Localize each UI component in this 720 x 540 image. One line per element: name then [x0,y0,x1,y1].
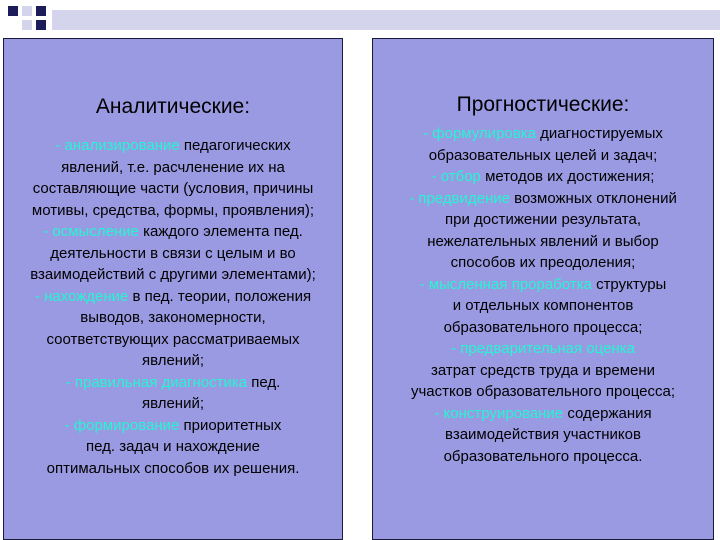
line-text: выводов, закономерности, [80,309,266,326]
line-text: соответствующих рассматриваемых [46,330,300,348]
text-line [373,252,713,274]
line-text: составляющие части (условия, причины [32,180,314,197]
line-text: явлений; [141,352,205,369]
line-text: мотивы, средства, формы, проявления); [31,201,315,219]
text-line [4,393,342,415]
line-text: в пед. теории, положения [132,287,312,305]
line-text: участков образовательного процесса; [410,383,676,400]
text-line [4,243,342,265]
text-line [373,123,713,145]
text-line [4,286,342,308]
text-line [4,135,342,157]
highlighted-term: - предварительная оценка [451,340,635,357]
line-text: оптимальных способов их решения. [46,459,300,477]
line-text: взаимодействия участников [445,426,641,443]
highlighted-term: - предвидение [409,189,515,207]
panel-body [373,123,713,467]
deco-square-dark [36,20,46,30]
text-line [373,188,713,210]
line-text: явлений, т.е. расчленение их на [61,158,285,176]
deco-square-light [22,20,32,30]
line-text: содержания [567,404,652,422]
text-line [4,372,342,394]
line-text: пед. [251,373,281,391]
text-line [373,166,713,188]
line-text: способов их преодоления; [450,254,636,271]
text-line [4,458,342,480]
line-text: при достижении результата, [445,211,641,228]
analytical-panel [3,38,343,540]
highlighted-term: - формирование [64,416,184,434]
text-line [373,231,713,253]
line-text: диагностируемых [540,125,663,142]
text-line [373,381,713,403]
highlighted-term: - мысленная проработка [419,275,597,293]
line-text: образовательных целей и задач; [428,146,658,164]
line-text: образовательного процесса. [443,447,643,465]
line-text: и отдельных компонентов [452,297,634,314]
text-line [373,145,713,167]
highlighted-term: - отбор [431,168,486,185]
deco-square-dark [8,6,18,16]
line-text: деятельности в связи с целым и во [50,244,296,262]
panel-title: Прогностические: [456,93,630,116]
panel-body [4,135,342,479]
text-line [4,436,342,458]
panel-title: Аналитические: [95,95,251,118]
line-text: структуры [596,275,667,293]
line-text: методов их достижения; [485,168,655,185]
highlighted-term: - правильная диагностика [65,373,252,391]
highlighted-term: - осмысление [43,223,144,240]
text-line [373,403,713,425]
text-line [4,221,342,243]
text-line [373,317,713,339]
line-text: нежелательных явлений и выбор [427,232,659,250]
text-line [4,264,342,286]
text-line [4,157,342,179]
line-text: каждого элемента пед. [143,223,303,240]
highlighted-term: - нахождение [34,287,133,305]
deco-bar [52,10,720,30]
line-text: затрат средств труда и времени [430,361,656,379]
text-line [373,338,713,360]
highlighted-term: - формулировка [423,125,541,142]
line-text: педагогических [183,137,291,154]
text-line [4,178,342,200]
text-line [4,307,342,329]
line-text: взаимодействий с другими элементами); [30,266,316,283]
line-text: пед. задач и нахождение [85,438,260,455]
text-line [373,446,713,468]
text-line [4,350,342,372]
line-text: явлений; [141,395,205,412]
text-line [373,424,713,446]
line-text: возможных отклонений [514,189,677,207]
prognostic-panel [372,38,714,540]
text-line [373,360,713,382]
deco-square-dark [36,6,46,16]
highlighted-term: - анализирование [55,137,184,154]
text-line [373,274,713,296]
text-line [373,295,713,317]
line-text: приоритетных [183,416,282,434]
text-line [4,415,342,437]
highlighted-term: - конструирование [434,404,568,422]
text-line [373,209,713,231]
line-text: образовательного процесса; [443,318,643,336]
text-line [4,329,342,351]
deco-square-light [22,6,32,16]
text-line [4,200,342,222]
